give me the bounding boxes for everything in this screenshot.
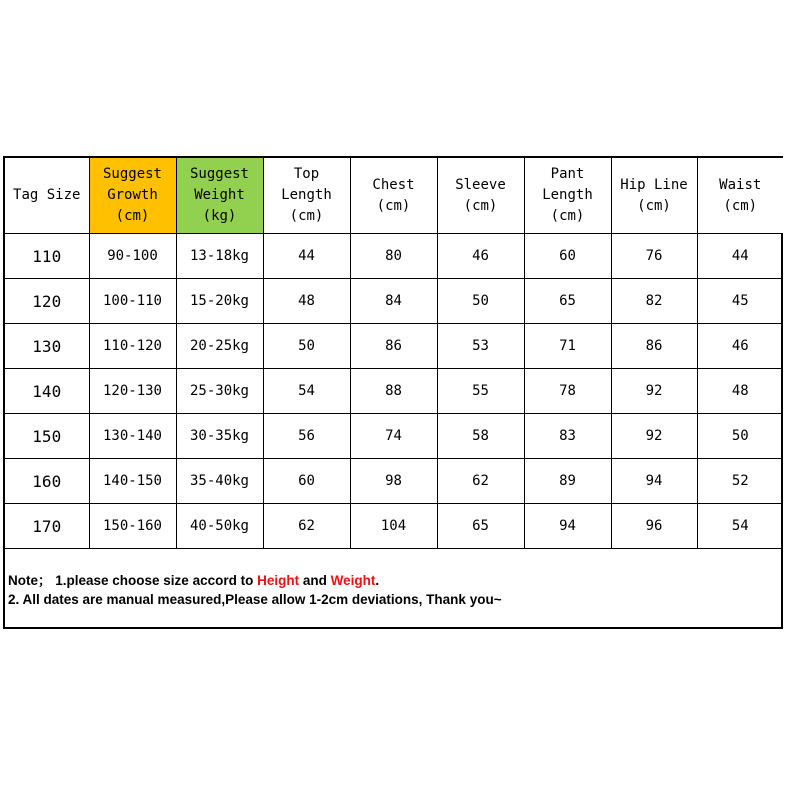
- table-cell: 150-160: [89, 504, 176, 549]
- header-label: Length: [281, 187, 332, 203]
- size-table: [5, 158, 783, 549]
- table-row: [5, 459, 783, 504]
- table-cell: 120-130: [89, 369, 176, 414]
- table-row: [5, 504, 783, 549]
- header-label: (cm): [463, 197, 498, 214]
- tag-size-cell: 130: [5, 324, 89, 369]
- notes: [5, 549, 781, 609]
- table-cell: 48: [263, 279, 350, 324]
- table-cell: 20-25kg: [176, 324, 263, 369]
- table-cell: 25-30kg: [176, 369, 263, 414]
- note-line-1: [8, 571, 781, 590]
- table-cell: 62: [263, 504, 350, 549]
- table-cell: 46: [437, 234, 524, 279]
- table-row: [5, 324, 783, 369]
- table-cell: 86: [611, 324, 697, 369]
- note-text: and: [299, 573, 331, 588]
- table-cell: 13-18kg: [176, 234, 263, 279]
- table-cell: 35-40kg: [176, 459, 263, 504]
- table-cell: 84: [350, 279, 437, 324]
- table-cell: 89: [524, 459, 611, 504]
- table-cell: 65: [437, 504, 524, 549]
- table-cell: 58: [437, 414, 524, 459]
- table-cell: 40-50kg: [176, 504, 263, 549]
- table-cell: 54: [263, 369, 350, 414]
- tag-size-cell: 150: [5, 414, 89, 459]
- tag-size-cell: 120: [5, 279, 89, 324]
- header-cell: [524, 158, 611, 234]
- table-cell: 60: [524, 234, 611, 279]
- table-cell: 15-20kg: [176, 279, 263, 324]
- table-cell: 94: [524, 504, 611, 549]
- note-height-highlight: Height: [257, 573, 300, 588]
- table-row: [5, 414, 783, 459]
- header-cell: [437, 158, 524, 234]
- note-line-2: 2. All dates are manual measured,Please allow 1-2cm deviations, Thank you~: [8, 592, 502, 607]
- table-cell: 46: [697, 324, 783, 369]
- header-label: Suggest: [102, 166, 162, 182]
- table-cell: 140-150: [89, 459, 176, 504]
- table-cell: 45: [697, 279, 783, 324]
- table-cell: 104: [350, 504, 437, 549]
- table-cell: 100-110: [89, 279, 176, 324]
- table-cell: 52: [697, 459, 783, 504]
- header-label: Tag Size: [13, 187, 81, 203]
- tag-size-cell: 160: [5, 459, 89, 504]
- note-text: .: [375, 573, 380, 588]
- table-cell: 94: [611, 459, 697, 504]
- table-cell: 78: [524, 369, 611, 414]
- tag-size-cell: 140: [5, 369, 89, 414]
- header-row: [5, 158, 783, 234]
- table-cell: 62: [437, 459, 524, 504]
- header-label: Weight: [194, 187, 245, 203]
- table-cell: 44: [697, 234, 783, 279]
- table-cell: 50: [437, 279, 524, 324]
- header-cell: [350, 158, 437, 234]
- header-cell: [611, 158, 697, 234]
- table-cell: 50: [263, 324, 350, 369]
- table-cell: 88: [350, 369, 437, 414]
- header-label: (cm): [637, 197, 671, 214]
- table-row: [5, 279, 783, 324]
- table-cell: 65: [524, 279, 611, 324]
- header-label: Sleeve: [455, 176, 506, 193]
- table-cell: 55: [437, 369, 524, 414]
- table-cell: 50: [697, 414, 783, 459]
- tag-size-cell: 170: [5, 504, 89, 549]
- header-label: (cm): [550, 208, 585, 224]
- table-cell: 90-100: [89, 234, 176, 279]
- table-cell: 86: [350, 324, 437, 369]
- header-cell: [176, 158, 263, 234]
- table-cell: 71: [524, 324, 611, 369]
- note-text: Note； 1.please choose size accord to: [8, 573, 258, 588]
- table-cell: 30-35kg: [176, 414, 263, 459]
- header-label: (kg): [202, 208, 237, 224]
- table-cell: 82: [611, 279, 697, 324]
- table-cell: 92: [611, 414, 697, 459]
- header-label: Pant: [550, 166, 585, 182]
- table-cell: 60: [263, 459, 350, 504]
- header-cell: [263, 158, 350, 234]
- header-label: Waist: [719, 176, 762, 193]
- header-label: (cm): [376, 197, 411, 214]
- header-cell: [5, 158, 89, 234]
- table-cell: 96: [611, 504, 697, 549]
- header-label: Chest: [372, 176, 415, 193]
- note-weight-highlight: Weight: [330, 573, 376, 588]
- header-label: Suggest: [189, 166, 249, 182]
- table-row: [5, 234, 783, 279]
- table-cell: 92: [611, 369, 697, 414]
- table-cell: 130-140: [89, 414, 176, 459]
- table-cell: 54: [697, 504, 783, 549]
- table-cell: 44: [263, 234, 350, 279]
- table-cell: 83: [524, 414, 611, 459]
- table-cell: 110-120: [89, 324, 176, 369]
- header-label: (cm): [289, 208, 324, 224]
- header-cell: [697, 158, 783, 234]
- table-cell: 80: [350, 234, 437, 279]
- header-label: (cm): [115, 208, 150, 224]
- header-label: Hip Line: [620, 176, 688, 193]
- table-cell: 53: [437, 324, 524, 369]
- header-label: (cm): [723, 197, 758, 214]
- header-label: Length: [542, 187, 593, 203]
- table-cell: 74: [350, 414, 437, 459]
- table-cell: 76: [611, 234, 697, 279]
- table-cell: 98: [350, 459, 437, 504]
- size-chart: [3, 156, 783, 629]
- table-row: [5, 369, 783, 414]
- header-label: Top: [293, 166, 320, 182]
- table-cell: 48: [697, 369, 783, 414]
- header-label: Growth: [107, 187, 158, 203]
- tag-size-cell: 110: [5, 234, 89, 279]
- table-cell: 56: [263, 414, 350, 459]
- header-cell: [89, 158, 176, 234]
- table-body: [5, 234, 783, 549]
